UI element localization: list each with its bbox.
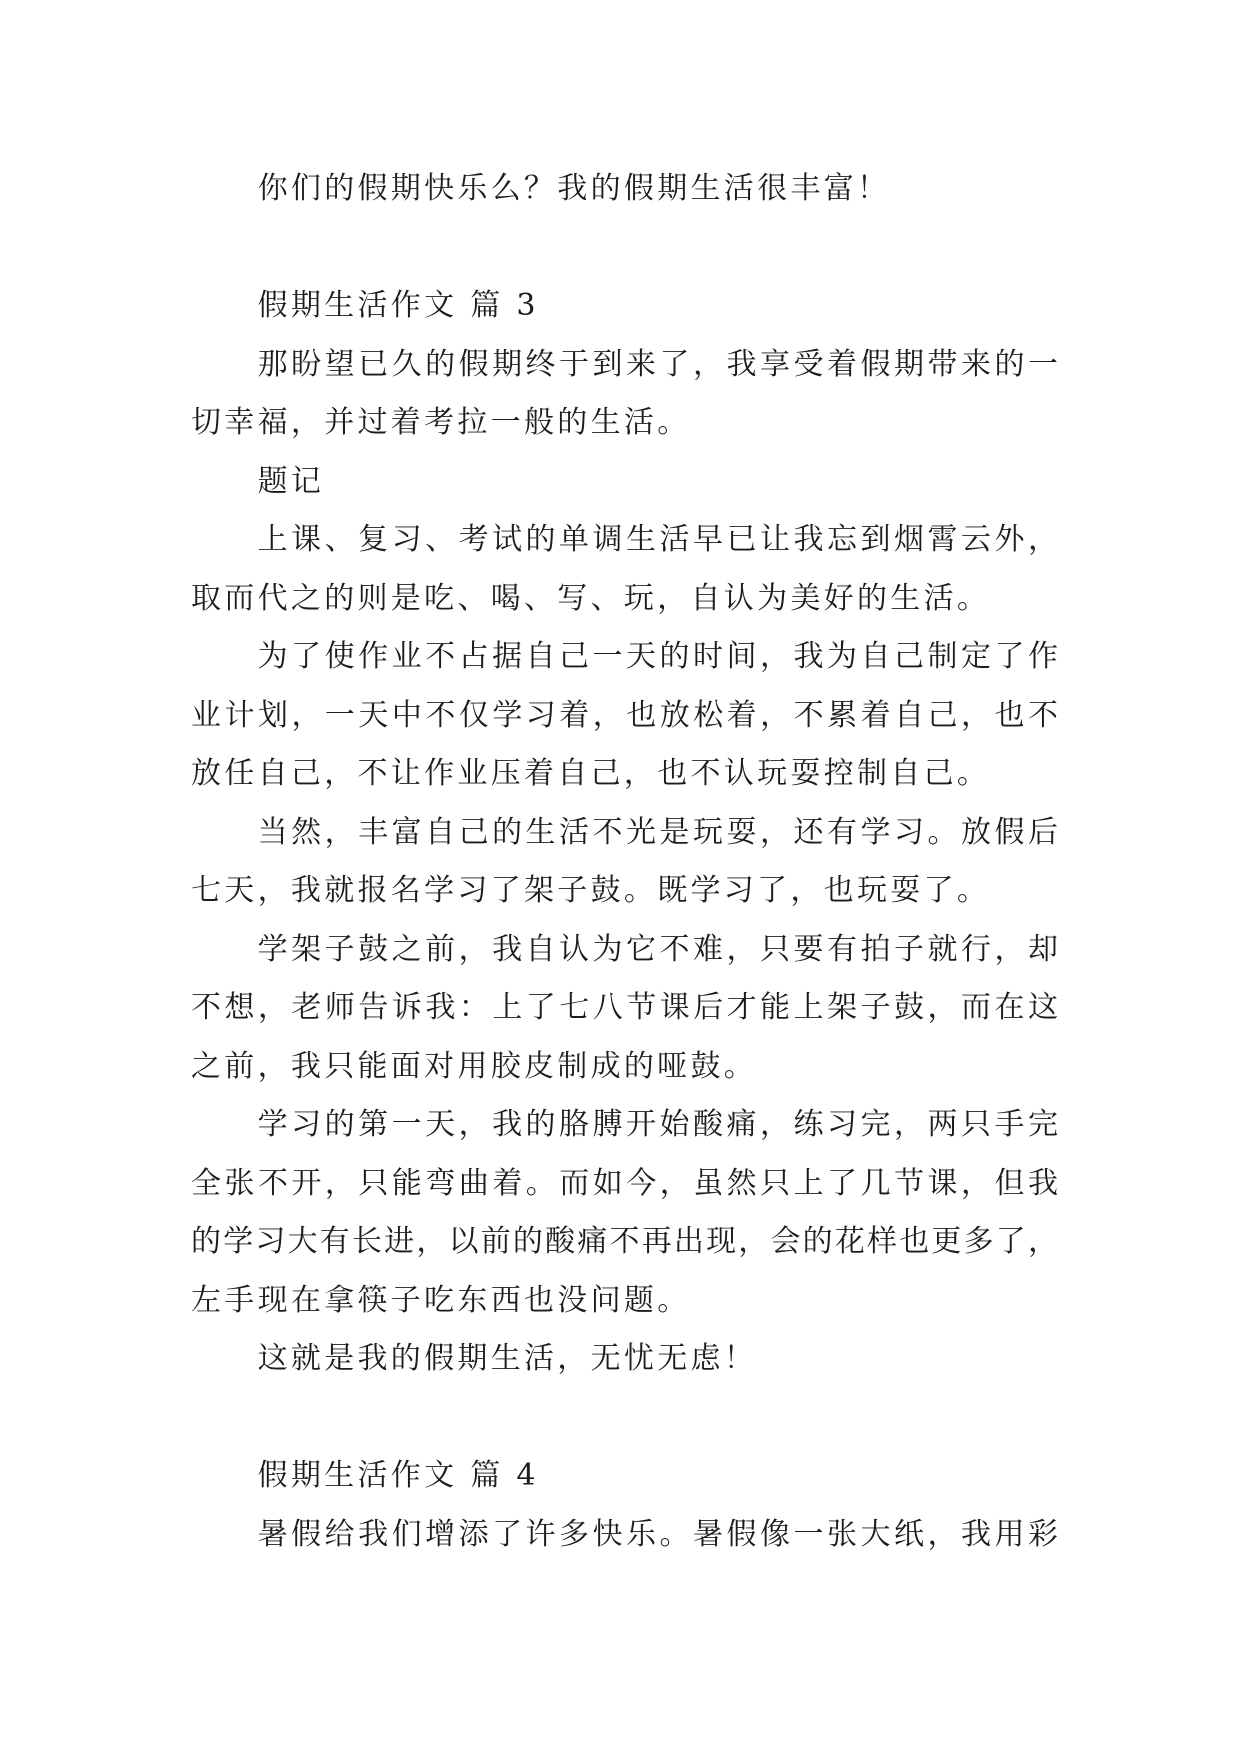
paragraph [191, 804, 1058, 921]
paragraph-line: 题记 [257, 463, 325, 499]
paragraph-line: 你们的假期快乐么？我的假期生活很丰富！ [257, 171, 891, 206]
paragraph-line: 的学习大有长进，以前的酸痛不再出现，会的花样也更多了， [191, 1224, 1058, 1259]
section-heading-text: 假期生活作文 篇 3 [257, 288, 539, 323]
paragraph-line: 放任自己，不让作业压着自己，也不认玩耍控制自己。 [191, 756, 991, 791]
paragraph-line: 学架子鼓之前，我自认为它不难，只要有拍子就行，却 [257, 931, 1058, 967]
paragraph [191, 160, 1058, 219]
section-heading [191, 1447, 1058, 1506]
document-page [191, 160, 1058, 1564]
paragraph-line: 上课、复习、考试的单调生活早已让我忘到烟霄云外， [257, 522, 1058, 557]
paragraph [191, 921, 1058, 1097]
paragraph-line: 业计划，一天中不仅学习着，也放松着，不累着自己，也不 [191, 697, 1058, 733]
paragraph-line: 七天，我就报名学习了架子鼓。既学习了，也玩耍了。 [191, 873, 991, 908]
paragraph-line: 那盼望已久的假期终于到来了，我享受着假期带来的一 [257, 346, 1058, 382]
paragraph-line: 学习的第一天，我的胳膊开始酸痛，练习完，两只手完 [257, 1107, 1058, 1142]
paragraph [191, 511, 1058, 628]
paragraph [191, 628, 1058, 804]
paragraph [191, 1330, 1058, 1389]
paragraph-line: 不想，老师告诉我：上了七八节课后才能上架子鼓，而在这 [191, 990, 1058, 1025]
paragraph-line: 当然，丰富自己的生活不光是玩耍，还有学习。放假后 [257, 814, 1058, 850]
paragraph-line: 切幸福，并过着考拉一般的生活。 [191, 405, 691, 440]
paragraph-line: 取而代之的则是吃、喝、写、玩，自认为美好的生活。 [191, 580, 991, 616]
paragraph-line: 这就是我的假期生活，无忧无虑！ [257, 1341, 758, 1376]
paragraph-line: 暑假给我们增添了许多快乐。暑假像一张大纸，我用彩 [257, 1516, 1058, 1552]
paragraph [191, 1506, 1058, 1565]
section-heading-text: 假期生活作文 篇 4 [257, 1458, 539, 1493]
section-heading [191, 277, 1058, 336]
paragraph-line: 全张不开，只能弯曲着。而如今，虽然只上了几节课，但我 [191, 1165, 1058, 1201]
paragraph-line: 左手现在拿筷子吃东西也没问题。 [191, 1282, 691, 1318]
paragraph [191, 336, 1058, 453]
paragraph-line: 之前，我只能面对用胶皮制成的哑鼓。 [191, 1048, 758, 1084]
paragraph [191, 1096, 1058, 1330]
paragraph [191, 453, 1058, 512]
paragraph-line: 为了使作业不占据自己一天的时间，我为自己制定了作 [257, 639, 1058, 674]
